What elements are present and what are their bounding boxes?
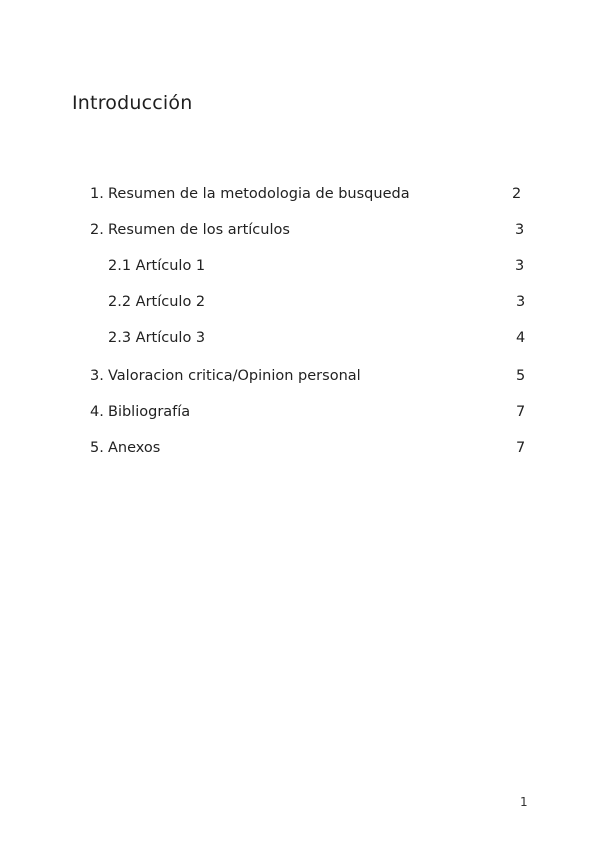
toc-entry-page: 7 — [516, 440, 526, 456]
toc-entry-label: Anexos — [108, 440, 161, 456]
toc-entry-label: Resumen de los artículos — [108, 222, 290, 238]
section-heading: Introducción — [72, 92, 193, 114]
toc-entry-label: 2.1 Artículo 1 — [108, 258, 206, 274]
toc-entry-label: Bibliografía — [108, 404, 191, 420]
toc-entry-page: 4 — [516, 330, 526, 346]
toc-entry-page: 7 — [516, 404, 526, 420]
toc-entry-label: Valoracion critica/Opinion personal — [108, 368, 361, 384]
toc-entry-number: 3. — [90, 368, 104, 384]
toc-entry-number: 5. — [90, 440, 104, 456]
page-number: 1 — [520, 795, 528, 809]
toc-entry-label: 2.2 Artículo 2 — [108, 294, 206, 310]
toc-entry-page: 3 — [516, 294, 526, 310]
toc-entry-label: Resumen de la metodologia de busqueda — [108, 186, 410, 202]
toc-entry-page: 3 — [515, 258, 525, 274]
toc-entry-number: 1. — [90, 186, 104, 202]
toc-entry-page: 5 — [516, 368, 526, 384]
toc-entry-page: 2 — [512, 186, 522, 202]
toc-entry-number: 2. — [90, 222, 104, 238]
toc-entry-label: 2.3 Artículo 3 — [108, 330, 206, 346]
toc-entry-page: 3 — [515, 222, 525, 238]
toc-entry-number: 4. — [90, 404, 104, 420]
